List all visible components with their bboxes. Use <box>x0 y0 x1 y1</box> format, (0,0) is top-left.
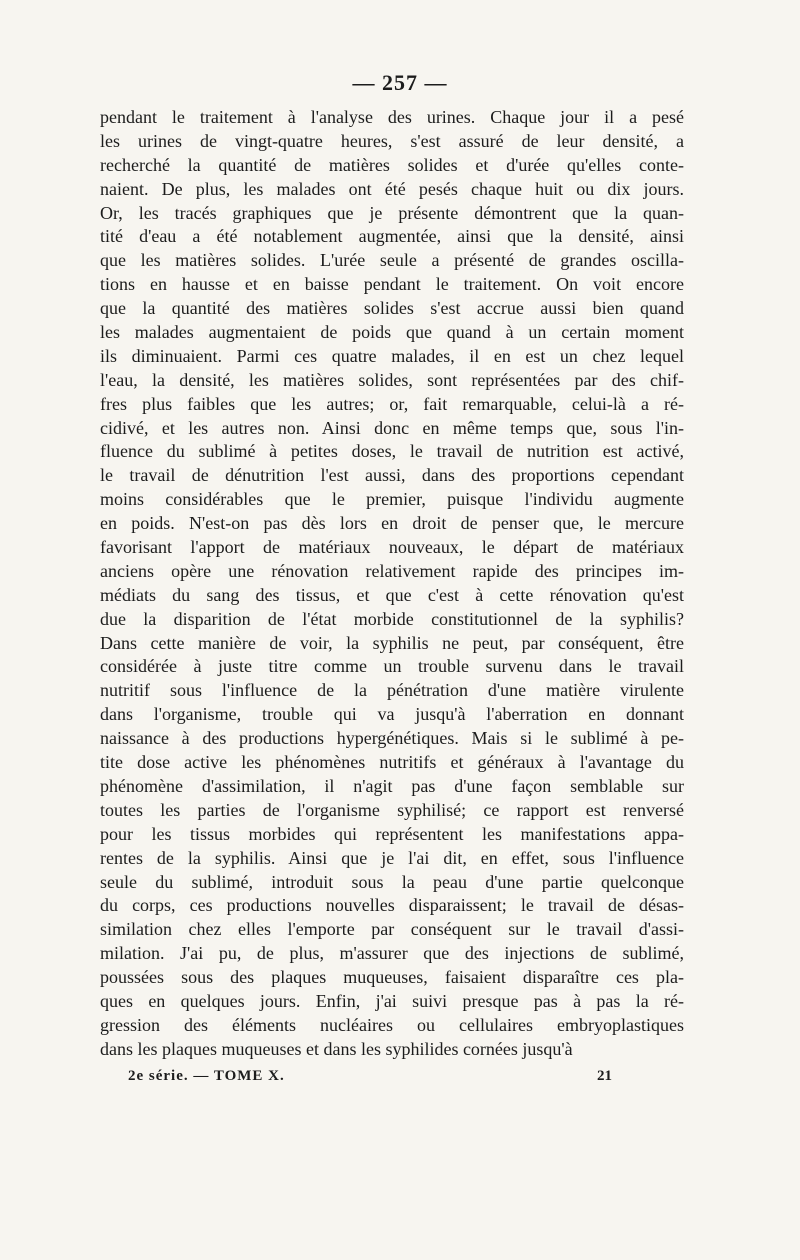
page-footer <box>128 1068 612 1085</box>
text-line: en poids. N'est-on pas dès lors en droit de penser que, le mercure <box>100 513 684 534</box>
text-line: due la disparition de l'état morbide constitutionnel de la syphilis? <box>100 608 684 629</box>
text-line: les malades augmentaient de poids que quand à un certain moment <box>100 322 684 343</box>
text-line: recherché la quantité de matières solides et d'urée qu'elles conte- <box>100 154 684 175</box>
sheet-number: 21 <box>597 1068 612 1084</box>
text-line: que les matières solides. L'urée seule a présenté de grandes oscilla- <box>100 250 684 271</box>
text-line: anciens opère une rénovation relativement rapide des principes im- <box>100 560 684 581</box>
text-line: ques en quelques jours. Enfin, j'ai suivi presque pas à pas la ré- <box>100 990 684 1011</box>
text-line: favorisant l'apport de matériaux nouveaux, le départ de matériaux <box>100 537 684 558</box>
text-line: Dans cette manière de voir, la syphilis ne peut, par conséquent, être <box>100 632 684 653</box>
text-line: fluence du sublimé à petites doses, le travail de nutrition est activé, <box>100 441 684 462</box>
text-line: du corps, ces productions nouvelles disparaissent; le travail de désas- <box>100 895 684 916</box>
text-line: tite dose active les phénomènes nutritifs et généraux à l'avantage du <box>100 752 684 773</box>
text-line: pendant le traitement à l'analyse des urines. Chaque jour il a pesé <box>100 107 684 127</box>
text-line: Or, les tracés graphiques que je présente démontrent que la quan- <box>100 202 684 223</box>
text-line: phénomène d'assimilation, il n'agit pas d'une façon semblable sur <box>100 775 684 796</box>
text-line: gression des éléments nucléaires ou cellulaires embryoplastiques <box>100 1014 684 1035</box>
body-text <box>100 106 684 1062</box>
text-line: similation chez elles l'emporte par conséquent sur le travail d'assi- <box>100 919 684 940</box>
text-line: ils diminuaient. Parmi ces quatre malades, il en est un chez lequel <box>100 345 684 366</box>
text-line: dans les plaques muqueuses et dans les syphilides cornées jusqu'à <box>100 1038 573 1059</box>
text-line: les urines de vingt-quatre heures, s'est assuré de leur densité, a <box>100 130 684 151</box>
text-line: poussées sous des plaques muqueuses, faisaient disparaître ces pla- <box>100 967 684 988</box>
text-line: moins considérables que le premier, puisque l'individu augmente <box>100 489 684 510</box>
text-line: l'eau, la densité, les matières solides, sont représentées par des chif- <box>100 369 684 390</box>
text-line: médiats du sang des tissus, et que c'est à cette rénovation qu'est <box>100 584 684 605</box>
text-line: cidivé, et les autres non. Ainsi donc en même temps que, sous l'in- <box>100 417 684 438</box>
text-line: dans l'organisme, trouble qui va jusqu'à l'aberration en donnant <box>100 704 684 725</box>
text-line: que la quantité des matières solides s'est accrue aussi bien quand <box>100 298 684 319</box>
text-line: milation. J'ai pu, de plus, m'assurer que des injections de sublimé, <box>100 943 684 964</box>
text-line: rentes de la syphilis. Ainsi que je l'ai dit, en effet, sous l'influence <box>100 847 684 868</box>
text-line: naient. De plus, les malades ont été pesés chaque huit ou dix jours. <box>100 178 684 199</box>
text-line: seule du sublimé, introduit sous la peau d'une partie quelconque <box>100 871 684 892</box>
text-line: fres plus faibles que les autres; or, fait remarquable, celui-là a ré- <box>100 393 684 414</box>
page-number: — 257 — <box>352 70 448 95</box>
text-line: toutes les parties de l'organisme syphilisé; ce rapport est renversé <box>100 799 684 820</box>
text-line: tions en hausse et en baisse pendant le traitement. On voit encore <box>100 274 684 295</box>
text-line: nutritif sous l'influence de la pénétration d'une matière virulente <box>100 680 684 701</box>
text-line: pour les tissus morbides qui représentent les manifestations appa- <box>100 823 684 844</box>
text-line: considérée à juste titre comme un trouble survenu dans le travail <box>100 656 684 677</box>
signature-mark: 2e série. — TOME X. <box>128 1068 285 1084</box>
text-line: tité d'eau a été notablement augmentée, ainsi que la densité, ainsi <box>100 226 684 247</box>
text-line: le travail de dénutrition l'est aussi, dans des proportions cependant <box>100 465 684 486</box>
text-line: naissance à des productions hypergénétiques. Mais si le sublimé à pe- <box>100 728 684 749</box>
